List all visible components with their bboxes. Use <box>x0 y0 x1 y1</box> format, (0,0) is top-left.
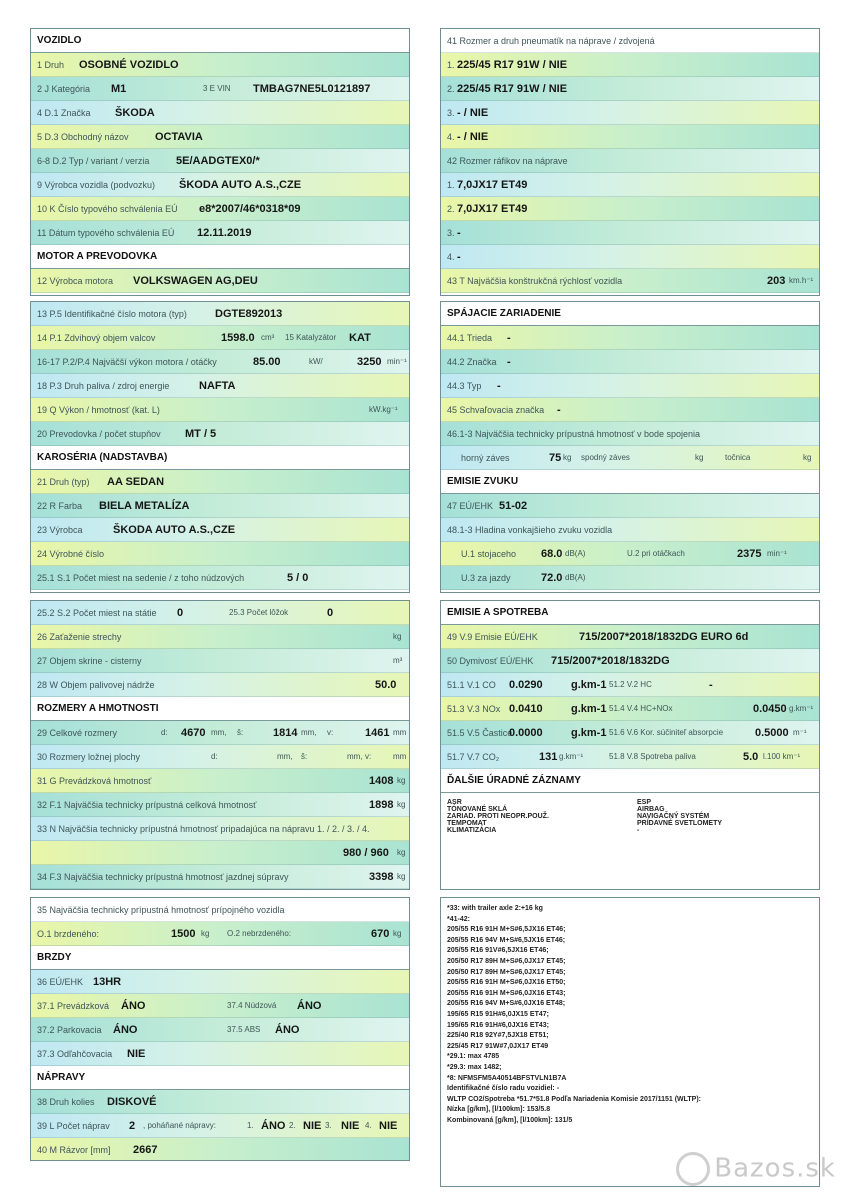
section-header-spajacie: SPÁJACIE ZARIADENIE <box>441 302 819 326</box>
value-prevadzkova: ÁNO <box>121 999 146 1012</box>
value-celkova-hmotnost: 1898 <box>369 798 394 811</box>
note-line: 195/65 R15 91H#6,0JX15 ET47; <box>447 1010 549 1018</box>
record-item: TÓNOVANÉ SKLÁ <box>447 806 508 813</box>
note-line: WLTP CO2/Spotreba *51.7*51.8 Podľa Nariadenia Komisie 2017/1151 (WLTP): <box>447 1095 702 1103</box>
label-vyrobca-vozidla: 9 Výrobca vozidla (podvozku) <box>37 179 156 190</box>
label-odlahcovacia: 37.3 Odľahčovacia <box>37 1048 113 1059</box>
value-druh-typ: AA SEDAN <box>107 475 165 488</box>
value-katalyzator: KAT <box>349 331 371 344</box>
watermark-text: Bazos.sk <box>714 1153 836 1184</box>
value-horny-zaves: 75 <box>549 451 562 464</box>
panel-poznamky <box>440 897 820 1187</box>
label-vin: 3 E VIN <box>203 84 231 93</box>
value-objem-nadrze: 50.0 <box>375 678 397 691</box>
value-pocet-miest-sedenie: 5 / 0 <box>287 571 309 584</box>
unit-mm-4: mm, <box>277 752 293 761</box>
unit-mm-3: mm <box>393 728 407 737</box>
value-pneu-2: 225/45 R17 91W / NIE <box>457 82 568 95</box>
label-pneumatiky: 41 Rozmer a druh pneumatík na náprave / zdvojená <box>447 35 655 46</box>
label-znacka-spoj: 44.2 Značka <box>447 356 497 367</box>
unit-max-rychlost: km.h⁻¹ <box>789 276 814 285</box>
label-rafiky: 42 Rozmer ráfikov na náprave <box>447 155 568 166</box>
label-pocet-lozok: 25.3 Počet lôžok <box>229 608 289 617</box>
value-obchodny-nazov: OCTAVIA <box>155 130 203 143</box>
records-list <box>447 799 813 834</box>
record-item: TEMPOMAT <box>447 820 487 827</box>
unit-kw: kW/ <box>309 357 323 366</box>
note-line: 225/45 R17 91W#7,0JX17 ET49 <box>447 1042 549 1050</box>
value-otacky-zvuk: 2375 <box>737 547 762 560</box>
label-brzdeneho: O.1 brzdeného: <box>37 928 100 939</box>
unit-kg-nebrzd: kg <box>393 929 402 938</box>
value-emisie-eu: 715/2007*2018/1832DG EURO 6d <box>579 630 749 643</box>
label-typ-spoj: 44.3 Typ <box>447 380 482 391</box>
record-item: KLIMATIZÁCIA <box>447 827 497 834</box>
value-spotreba: 5.0 <box>743 750 759 763</box>
unit-kg-2: kg <box>397 800 406 809</box>
label-vykon: 16-17 P.2/P.4 Najväčší výkon motora / otáčky <box>37 356 217 367</box>
unit-kg-1: kg <box>397 776 406 785</box>
value-odlahcovacia: NIE <box>127 1047 146 1060</box>
unit-kw-kg: kW.kg⁻¹ <box>369 405 398 414</box>
unit-tocnica: kg <box>803 453 812 462</box>
value-vyrobca-vozidla: ŠKODA AUTO A.S.,CZE <box>179 178 302 191</box>
label-hmotnost-naprava: 33 N Najväčšia technicky prípustná hmotnosť pripadajúca na nápravu 1. / 2. / 3. / 4. <box>37 823 370 834</box>
label-typ: 6-8 D.2 Typ / variant / verzia <box>37 155 150 166</box>
label-emisie-eu: 49 V.9 Emisie EÚ/EHK <box>447 631 538 642</box>
unit-nox: g.km-1 <box>571 702 607 715</box>
value-znacka-spoj: - <box>507 355 511 368</box>
label-parkovacia: 37.2 Parkovacia <box>37 1024 102 1035</box>
label-hmotnost-spoj: 46.1-3 Najväčšia technicky prípustná hmotnosť v bode spojenia <box>447 428 701 439</box>
value-trieda: - <box>507 331 511 344</box>
value-naprava-1: ÁNO <box>261 1119 286 1132</box>
panel-pneumatiky <box>440 28 820 296</box>
panel-vozidlo <box>30 28 410 296</box>
axle-num-1: 1. <box>447 59 455 70</box>
note-line: *41-42: <box>447 915 470 923</box>
value-naprava-4: NIE <box>379 1119 398 1132</box>
value-naprava-3: NIE <box>341 1119 360 1132</box>
label-sirka-2: š: <box>301 752 308 761</box>
unit-horny: kg <box>563 453 572 462</box>
value-kategoria: M1 <box>111 82 127 95</box>
label-dlzka: d: <box>161 728 168 737</box>
value-druh: OSOBNÉ VOZIDLO <box>79 58 179 71</box>
label-nudzova: 37.4 Núdzová <box>227 1001 277 1010</box>
record-item: ESP <box>637 799 652 806</box>
axle-num-3: 3. <box>447 227 455 238</box>
value-hc: - <box>709 678 713 691</box>
value-vin: TMBAG7NE5L0121897 <box>253 82 371 95</box>
label-co: 51.1 V.1 CO <box>447 679 496 690</box>
axle-num-4: 4. <box>447 131 455 142</box>
label-naprava-3: 3. <box>325 1121 332 1130</box>
value-pneu-4: - / NIE <box>457 130 489 143</box>
record-item: PRÍDAVNÉ SVETLOMETY <box>637 820 723 827</box>
unit-kg-4: kg <box>397 872 406 881</box>
value-typ: 5E/AADGTEX0/* <box>176 154 260 167</box>
label-hc: 51.2 V.2 HC <box>609 680 652 689</box>
section-header-vozidlo: VOZIDLO <box>31 29 409 53</box>
record-item: ASR <box>447 799 462 806</box>
note-line: *8: NFMSFM5A40514BFSTVLN1B7A <box>447 1074 567 1082</box>
value-sirka: 1814 <box>273 726 298 739</box>
label-znacka: 4 D.1 Značka <box>37 107 91 118</box>
label-spodny-zaves: spodný záves <box>581 453 630 462</box>
note-line: *29.3: max 1482; <box>447 1063 502 1071</box>
note-line: 205/50 R17 89H M+S#6,0JX17 ET45; <box>447 957 566 965</box>
value-pneu-1: 225/45 R17 91W / NIE <box>457 58 568 71</box>
unit-kg-brzd: kg <box>201 929 210 938</box>
value-hc-nox: 0.0450 <box>753 702 787 715</box>
value-rafik-4: - <box>457 250 461 263</box>
label-nox: 51.3 V.3 NOx <box>447 703 501 714</box>
label-pocet-miest-sedenie: 25.1 S.1 Počet miest na sedenie / z toho núdzových <box>37 572 245 583</box>
label-hmotnost-pripojneho: 35 Najväčšia technicky prípustná hmotnosť prípojného vozidla <box>37 904 285 915</box>
label-eu-ehk-brzdy: 36 EÚ/EHK <box>37 976 84 987</box>
section-header-napravy: NÁPRAVY <box>31 1066 409 1090</box>
value-co2: 131 <box>539 750 558 763</box>
label-cislo-schvalenia: 10 K Číslo typového schválenia EÚ <box>37 203 178 214</box>
value-castice: 0.0000 <box>509 726 543 739</box>
label-celkova-hmotnost: 32 F.1 Najväčšia technicky prípustná celková hmotnosť <box>37 799 257 810</box>
unit-min-zvuk: min⁻¹ <box>767 549 787 558</box>
unit-db-1: dB(A) <box>565 549 586 558</box>
label-kategoria: 2 J Kategória <box>37 83 91 94</box>
unit-absorpcia: m⁻¹ <box>793 728 807 737</box>
label-co2: 51.7 V.7 CO₂ <box>447 751 500 762</box>
label-cislo-motora: 13 P.5 Identifikačné číslo motora (typ) <box>37 308 187 319</box>
value-cislo-motora: DGTE892013 <box>215 307 283 320</box>
value-nudzova: ÁNO <box>297 999 322 1012</box>
record-item: NAVIGAČNÝ SYSTÉM <box>637 813 710 820</box>
note-line: Kombinovaná [g/km], [l/100km]: 131/5 <box>447 1116 573 1124</box>
label-objem-valcov: 14 P.1 Zdvihový objem valcov <box>37 332 156 343</box>
label-spotreba: 51.8 V.8 Spotreba paliva <box>609 752 696 761</box>
label-naprava-2: 2. <box>289 1121 296 1130</box>
label-vyrobca-motora: 12 Výrobca motora <box>37 275 114 286</box>
panel-spajacie <box>440 301 820 593</box>
label-pri-otackach: U.2 pri otáčkach <box>627 549 685 558</box>
label-nebrzdeneho: O.2 nebrzdeného: <box>227 929 292 938</box>
value-palivo: NAFTA <box>199 379 236 392</box>
label-sirka: š: <box>237 728 244 737</box>
panel-emisie <box>440 600 820 890</box>
value-rafik-2: 7,0JX17 ET49 <box>457 202 528 215</box>
unit-co: g.km-1 <box>571 678 607 691</box>
section-header-karoseria: KAROSÉRIA (NADSTAVBA) <box>31 446 409 470</box>
value-nox: 0.0410 <box>509 702 543 715</box>
value-pocet-lozok: 0 <box>327 606 334 619</box>
value-prevodovka: MT / 5 <box>185 427 217 440</box>
label-hc-nox: 51.4 V.4 HC+NOx <box>609 704 673 713</box>
note-line: *29.1: max 4785 <box>447 1053 500 1061</box>
unit-m3: m³ <box>393 656 403 665</box>
label-pohanane: , poháňané nápravy: <box>143 1121 216 1130</box>
axle-num-2: 2. <box>447 203 455 214</box>
record-item: - <box>637 827 640 834</box>
label-druh: 1 Druh <box>37 59 65 70</box>
note-line: 205/55 R16 91H M+S#6,0JX16 ET50; <box>447 979 566 987</box>
label-dlzka-2: d: <box>211 752 218 761</box>
value-objem-valcov: 1598.0 <box>221 331 255 344</box>
value-prevadzkova-hmotnost: 1408 <box>369 774 394 787</box>
value-dymivost: 715/2007*2018/1832DG <box>551 654 670 667</box>
value-znacka: ŠKODA <box>115 106 155 119</box>
value-datum-schvalenia: 12.11.2019 <box>197 226 252 239</box>
unit-mm-6: mm <box>393 752 407 761</box>
unit-castice: g.km-1 <box>571 726 607 739</box>
label-farba: 22 R Farba <box>37 500 83 511</box>
label-absorpcia: 51.6 V.6 Kor. súčiniteľ absorpcie <box>609 728 724 737</box>
value-farba: BIELA METALÍZA <box>99 499 190 512</box>
value-pneu-3: - / NIE <box>457 106 489 119</box>
value-za-jazdy: 72.0 <box>541 571 563 584</box>
section-header-zaznamy: ĎALŠIE ÚRADNÉ ZÁZNAMY <box>441 769 819 793</box>
value-dlzka: 4670 <box>181 726 206 739</box>
label-druh-typ: 21 Druh (typ) <box>37 476 90 487</box>
value-parkovacia: ÁNO <box>113 1023 138 1036</box>
value-brzdeneho: 1500 <box>171 927 196 940</box>
value-vyrobca-karoserie: ŠKODA AUTO A.S.,CZE <box>113 523 236 536</box>
unit-mm-5: mm, <box>347 752 363 761</box>
panel-rozmery <box>30 600 410 890</box>
label-naprava-1: 1. <box>247 1121 254 1130</box>
label-razvor: 40 M Rázvor [mm] <box>37 1144 111 1155</box>
label-miesta-statie: 25.2 S.2 Počet miest na státie <box>37 607 157 618</box>
label-tocnica: točnica <box>725 453 751 462</box>
note-line: 205/55 R16 94V M+S#6,5JX16 ET46; <box>447 936 566 944</box>
note-line: 225/40 R18 92Y#7,5JX18 ET51; <box>447 1032 549 1040</box>
label-trieda: 44.1 Trieda <box>447 332 493 343</box>
label-castice: 51.5 V.5 Častice <box>447 727 513 738</box>
value-razvor: 2667 <box>133 1143 158 1156</box>
unit-hc-nox: g.km⁻¹ <box>789 704 814 713</box>
label-max-rychlost: 43 T Najväčšia konštrukčná rýchlosť vozidla <box>447 275 623 286</box>
label-celkove-rozmery: 29 Celkové rozmery <box>37 727 118 738</box>
section-header-emisie-zvuku: EMISIE ZVUKU <box>441 470 819 494</box>
section-header-motor: MOTOR A PREVODOVKA <box>31 245 409 269</box>
unit-kg-strecha: kg <box>393 632 402 641</box>
value-hmotnost-naprava: 980 / 960 <box>343 846 389 859</box>
note-line: 205/55 R16 91H M+S#6,5JX16 ET46; <box>447 926 566 934</box>
unit-spodny: kg <box>695 453 704 462</box>
unit-co2: g.km⁻¹ <box>559 752 584 761</box>
records-area <box>441 793 819 890</box>
value-vykon: 85.00 <box>253 355 281 368</box>
label-vyska: v: <box>327 728 334 737</box>
value-naprava-2: NIE <box>303 1119 322 1132</box>
note-line: 205/55 R16 91H M+S#6,0JX16 ET43; <box>447 989 566 997</box>
label-vyska-2: v: <box>365 752 372 761</box>
record-item: AIRBAG <box>637 806 665 813</box>
watermark <box>676 1152 836 1186</box>
unit-db-2: dB(A) <box>565 573 586 582</box>
value-abs: ÁNO <box>275 1023 300 1036</box>
note-line: Identifikačné číslo radu vozidiel: - <box>447 1085 560 1093</box>
label-prevadzkova-hmotnost: 31 G Prevádzková hmotnosť <box>37 775 152 786</box>
label-vyrobca-karoserie: 23 Výrobca <box>37 524 83 535</box>
label-eu-ehk-zvuk: 47 EÚ/EHK <box>447 500 494 511</box>
value-eu-ehk-brzdy: 13HR <box>93 975 122 988</box>
label-vyrobne-cislo: 24 Výrobné číslo <box>37 548 105 559</box>
value-stojaceho: 68.0 <box>541 547 563 560</box>
label-datum-schvalenia: 11 Dátum typového schválenia EÚ <box>37 227 175 238</box>
note-line: 205/55 R16 91V#6,5JX16 ET46; <box>447 947 549 955</box>
section-header-rozmery: ROZMERY A HMOTNOSTI <box>31 697 409 721</box>
note-line: 205/50 R17 89H M+S#6,0JX17 ET45; <box>447 968 566 976</box>
label-schvalovacia: 45 Schvaľovacia značka <box>447 404 545 415</box>
value-rafik-3: - <box>457 226 461 239</box>
axle-num-4: 4. <box>447 251 455 262</box>
label-objem-nadrze: 28 W Objem palivovej nádrže <box>37 679 155 690</box>
note-line: *33: with trailer axle 2:+16 kg <box>447 905 543 912</box>
label-vykon-hmotnost: 19 Q Výkon / hmotnosť (kat. L) <box>37 404 160 415</box>
unit-spotreba: l.100 km⁻¹ <box>763 752 801 761</box>
label-prevodovka: 20 Prevodovka / počet stupňov <box>37 428 161 439</box>
section-header-emisie: EMISIE A SPOTREBA <box>441 601 819 625</box>
label-objem-skrine: 27 Objem skrine - cisterny <box>37 655 142 666</box>
value-eu-ehk-zvuk: 51-02 <box>499 499 528 512</box>
label-dymivost: 50 Dymivosť EÚ/EHK <box>447 655 534 666</box>
unit-min: min⁻¹ <box>387 357 407 366</box>
value-co: 0.0290 <box>509 678 543 691</box>
unit-objem: cm³ <box>261 333 275 342</box>
unit-mm-2: mm, <box>301 728 317 737</box>
value-nebrzdeneho: 670 <box>371 927 390 940</box>
value-typ-spoj: - <box>497 379 501 392</box>
axle-num-3: 3. <box>447 107 455 118</box>
label-katalyzator: 15 Katalyzátor <box>285 333 337 342</box>
axle-num-2: 2. <box>447 83 455 94</box>
label-zatazenie-strechy: 26 Zaťaženie strechy <box>37 631 122 642</box>
value-absorpcia: 0.5000 <box>755 726 789 739</box>
section-header-brzdy: BRZDY <box>31 946 409 970</box>
note-line: Nízka [g/km], [l/100km]: 153/5.8 <box>447 1106 551 1114</box>
label-abs: 37.5 ABS <box>227 1025 261 1034</box>
label-pocet-naprav: 39 L Počet náprav <box>37 1120 110 1131</box>
value-cislo-schvalenia: e8*2007/46*0318*09 <box>199 202 301 215</box>
label-naprava-4: 4. <box>365 1121 372 1130</box>
note-line: 195/65 R16 91H#6,0JX16 ET43; <box>447 1021 549 1029</box>
value-vyrobca-motora: VOLKSWAGEN AG,DEU <box>133 274 258 287</box>
record-item: ZARIAD. PROTI NEOPR.POUŽ. <box>447 813 549 820</box>
value-miesta-statie: 0 <box>177 606 184 619</box>
label-palivo: 18 P.3 Druh paliva / zdroj energie <box>37 380 170 391</box>
label-stojaceho: U.1 stojaceho <box>461 548 517 559</box>
unit-mm-1: mm, <box>211 728 227 737</box>
value-schvalovacia: - <box>557 403 561 416</box>
panel-motor <box>30 301 410 593</box>
bazos-logo-icon <box>676 1152 710 1186</box>
value-max-rychlost: 203 <box>767 274 786 287</box>
label-druh-kolies: 38 Druh kolies <box>37 1096 95 1107</box>
value-vyska: 1461 <box>365 726 390 739</box>
label-horny-zaves: horný záves <box>461 452 510 463</box>
value-druh-kolies: DISKOVÉ <box>107 1095 157 1108</box>
unit-kg-3: kg <box>397 848 406 857</box>
value-pocet-naprav: 2 <box>129 1119 136 1132</box>
label-obchodny-nazov: 5 D.3 Obchodný názov <box>37 131 129 142</box>
panel-brzdy <box>30 897 410 1161</box>
label-hmotnost-supravy: 34 F.3 Najväčšia technicky prípustná hmotnosť jazdnej súpravy <box>37 871 289 882</box>
value-rafik-1: 7,0JX17 ET49 <box>457 178 528 191</box>
axle-num-1: 1. <box>447 179 455 190</box>
label-za-jazdy: U.3 za jazdy <box>461 572 511 583</box>
note-line: 205/55 R16 94V M+S#6,0JX16 ET48; <box>447 1000 566 1008</box>
value-otacky: 3250 <box>357 355 382 368</box>
label-prevadzkova: 37.1 Prevádzková <box>37 1000 110 1011</box>
label-rozmery-loznej: 30 Rozmery ložnej plochy <box>37 751 141 762</box>
label-hladina-zvuku: 48.1-3 Hladina vonkajšieho zvuku vozidla <box>447 524 613 535</box>
value-hmotnost-supravy: 3398 <box>369 870 394 883</box>
